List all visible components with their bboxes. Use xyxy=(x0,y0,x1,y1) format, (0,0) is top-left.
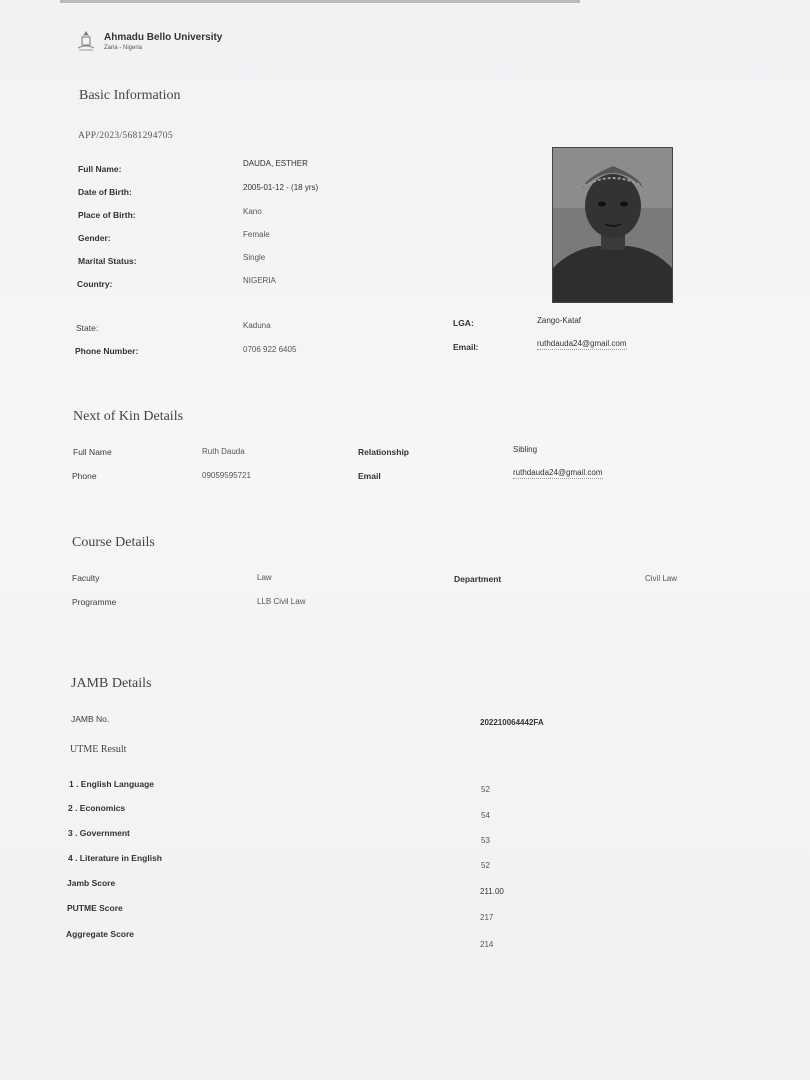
full-name-value: DAUDA, ESTHER xyxy=(243,159,308,168)
jamb-no-label: JAMB No. xyxy=(71,714,110,724)
kin-email-value: ruthdauda24@gmail.com xyxy=(513,468,603,477)
marital-status-value: Single xyxy=(243,253,266,262)
kin-email-label: Email xyxy=(358,471,381,481)
subject-label: 1 . English Language xyxy=(69,779,155,789)
utme-result-title: UTME Result xyxy=(70,744,127,755)
lga-label: LGA: xyxy=(453,318,474,328)
course-details-title: Course Details xyxy=(72,535,155,550)
jamb-no-value: 202210064442FA xyxy=(480,718,544,727)
kin-relationship-value: Sibling xyxy=(513,445,538,454)
jamb-score-label: Jamb Score xyxy=(67,878,116,888)
phone-number-value: 0706 922 6405 xyxy=(243,345,297,354)
passport-photo-image xyxy=(553,148,672,302)
kin-relationship-label: Relationship xyxy=(358,447,410,457)
full-name-label: Full Name: xyxy=(78,164,122,174)
state-value: Kaduna xyxy=(243,321,271,330)
top-rule xyxy=(60,0,580,3)
kin-phone-label: Phone xyxy=(72,471,97,481)
faculty-label: Faculty xyxy=(72,573,100,583)
dob-value: 2005-01-12 - (18 yrs) xyxy=(243,183,319,192)
gender-value: Female xyxy=(243,230,270,239)
kin-full-name-label: Full Name xyxy=(73,447,112,457)
country-value: NIGERIA xyxy=(243,276,276,285)
university-header xyxy=(76,30,222,52)
country-label: Country: xyxy=(77,279,113,289)
jamb-score-value: 211.00 xyxy=(480,887,504,896)
dob-label: Date of Birth: xyxy=(78,187,132,197)
lga-value: Zango-Kataf xyxy=(537,316,582,325)
next-of-kin-title: Next of Kin Details xyxy=(73,409,184,424)
jamb-details-title: JAMB Details xyxy=(71,676,152,691)
faculty-value: Law xyxy=(257,573,272,582)
subject-label: 4 . Literature in English xyxy=(68,853,162,863)
university-location: Zaria - Nigeria xyxy=(104,44,143,51)
putme-score-value: 217 xyxy=(480,913,494,922)
aggregate-score-label: Aggregate Score xyxy=(66,929,135,939)
subject-score: 54 xyxy=(481,811,490,820)
university-crest-icon xyxy=(76,30,96,52)
state-label: State: xyxy=(76,323,99,333)
putme-score-label: PUTME Score xyxy=(67,903,123,913)
subject-label: 2 . Economics xyxy=(68,803,126,813)
email-value: ruthdauda24@gmail.com xyxy=(537,339,627,348)
gender-label: Gender: xyxy=(78,233,111,243)
subject-score: 52 xyxy=(481,861,490,870)
pob-value: Kano xyxy=(243,207,262,216)
kin-phone-value: 09059595721 xyxy=(202,471,251,480)
pob-label: Place of Birth: xyxy=(78,210,136,220)
email-label: Email: xyxy=(453,342,479,352)
programme-label: Programme xyxy=(72,597,117,607)
kin-full-name-value: Ruth Dauda xyxy=(202,447,245,456)
subject-score: 52 xyxy=(481,785,490,794)
programme-value: LLB Civil Law xyxy=(257,597,306,606)
passport-photo xyxy=(552,147,673,303)
phone-number-label: Phone Number: xyxy=(75,346,139,356)
department-label: Department xyxy=(454,574,502,584)
university-name: Ahmadu Bello University xyxy=(104,31,223,43)
application-id: APP/2023/5681294705 xyxy=(78,131,173,141)
marital-status-label: Marital Status: xyxy=(78,256,137,266)
aggregate-score-value: 214 xyxy=(480,940,494,949)
department-value: Civil Law xyxy=(645,574,678,583)
subject-label: 3 . Government xyxy=(68,828,130,838)
basic-info-title: Basic Information xyxy=(79,88,181,103)
subject-score: 53 xyxy=(481,836,490,845)
